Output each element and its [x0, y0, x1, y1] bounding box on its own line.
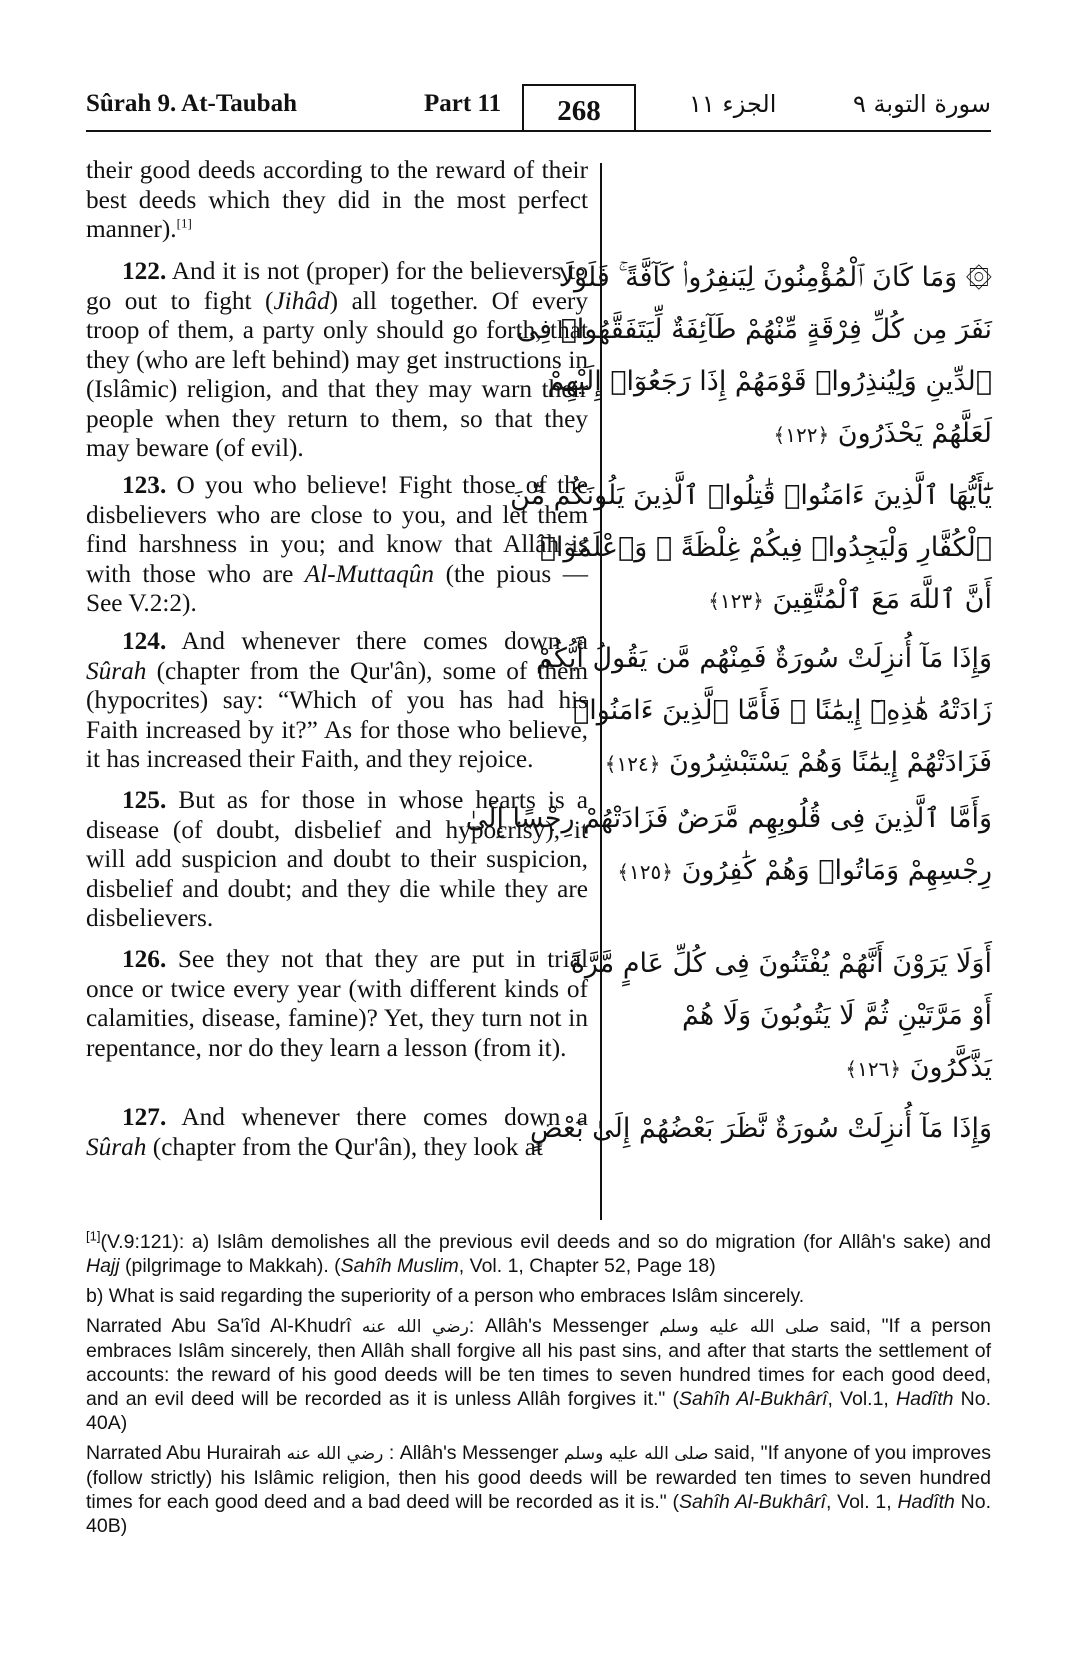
intro-text: their good deeds according to the reward of their best deeds which they did in the most perfect manner).	[86, 156, 588, 243]
footnote-marker: [1]	[86, 1228, 101, 1244]
ayah-end-marker: ﴿١٢٣﴾	[708, 589, 764, 613]
ayah-end-marker: ﴿١٢٦﴾	[845, 1057, 902, 1081]
page-number-box	[522, 84, 636, 132]
footnote-ref: [1]	[176, 215, 192, 231]
verse-number: 127.	[122, 1103, 167, 1131]
ayah-end-marker: ﴿١٢٥﴾	[617, 860, 673, 884]
verse-127-arabic: وَإِذَا مَآ أُنزِلَتْ سُورَةٌ نَّظَرَ بَعْضُهُمْ إِلَىٰ بَعْضٍ	[529, 1113, 992, 1144]
verse-122-translation: 122. And it is not (proper) for the believers to go out to fight (Jihâd) all together. Of every troop of them, a party only should go forth, that they (who are left behind) may get instructions in (Islâmic) religion, and that they may warn their people when they return to them, so that they may beware (of evil).	[86, 257, 588, 462]
verse-125-translation: 125. But as for those in whose hearts is a disease (of doubt, disbelief and hypocrisy), it will add suspicion and doubt to their suspicion, disbelief and doubt; and they die while they are disbelievers.	[86, 786, 588, 932]
footnote-4: Narrated Abu Hurairah رضي الله عنه : Allâh's Messenger صلى الله عليه وسلم said, "If anyone of you improves (follow strictly) his Islâmic religion, then his good deeds will be rewarded ten times to seven hundred times for each good deed and a bad deed will be recorded as it is." (Sahîh Al-Bukhârî, Vol. 1, Hadîth No. 40B)	[86, 1442, 992, 1537]
surah-title-english: Sûrah 9. At-Taubah	[86, 90, 297, 117]
verse-number: 125.	[122, 786, 167, 814]
verse-126-arabic: أَوَلَا يَرَوْنَ أَنَّهُمْ يُفْتَنُونَ فِى كُلِّ عَامٍ مَّرَّةً أَوْ مَرَّتَيْنِ ثُمَّ لَا يَتُوبُونَ وَلَا هُمْ يَذَّكَّرُونَ ﴿١٢٦﴾	[570, 948, 992, 1083]
page-header	[86, 84, 991, 136]
verse-number: 124.	[122, 627, 167, 655]
surah-title-arabic: سورة التوبة ٩	[853, 90, 991, 118]
part-label-english: Part 11	[424, 90, 502, 117]
verse-number: 126.	[122, 945, 167, 973]
verse-124-arabic: وَإِذَا مَآ أُنزِلَتْ سُورَةٌ فَمِنْهُم مَّن يَقُولُ أَيُّكُمْ زَادَتْهُ هَٰذِهِۦٓ إِيمَٰنًا ۚ فَأَمَّا ٱلَّذِينَ ءَامَنُوا۟ فَزَادَتْهُمْ إِيمَٰنًا وَهُمْ يَسْتَبْشِرُونَ ﴿١٢٤﴾	[536, 643, 992, 778]
header-rule	[86, 130, 991, 132]
verse-127-translation: 127. And whenever there comes down a Sûrah (chapter from the Qur'ân), they look at	[86, 1103, 588, 1161]
translation-intro	[86, 156, 588, 245]
verse-125-arabic: وَأَمَّا ٱلَّذِينَ فِى قُلُوبِهِم مَّرَضٌ فَزَادَتْهُمْ رِجْسًا إِلَىٰ رِجْسِهِمْ وَمَاتُوا۟ وَهُمْ كَٰفِرُونَ ﴿١٢٥﴾	[465, 803, 992, 886]
footnote-3: Narrated Abu Sa'îd Al-Khudrî رضي الله عنه: Allâh's Messenger صلى الله عليه وسلم said, "If a person embraces Islâm sincerely, then Allâh shall forgive all his past sins, and after that starts the settlement of accounts: the reward of his good deeds will be ten times to seven hundred times for each good deed, and an evil deed will be recorded as it is unless Allâh forgives it." (Sahîh Al-Bukhârî, Vol.1, Hadîth No. 40A)	[86, 1315, 992, 1434]
footnote-2: b) What is said regarding the superiority of a person who embraces Islâm sincerely.	[86, 1285, 805, 1307]
ayah-end-marker: ﴿١٢٤﴾	[604, 752, 661, 776]
verse-126-translation: 126. See they not that they are put in trial once or twice every year (with different kinds of calamities, disease, famine)? Yet, they turn not in repentance, nor do they learn a lesson (from it).	[86, 945, 588, 1062]
verse-number: 123.	[122, 471, 167, 499]
part-label-arabic: الجزء ١١	[689, 90, 777, 118]
footnotes	[86, 1230, 991, 1544]
verse-124-translation: 124. And whenever there comes down a Sûrah (chapter from the Qur'ân), some of them (hypocrites) say: “Which of you has had his Faith increased by it?” As for those who believe, it has increased their Faith, and they rejoice.	[86, 627, 588, 773]
ayah-end-marker: ﴿١٢٢﴾	[773, 423, 830, 447]
verse-123-arabic: يَٰٓأَيُّهَا ٱلَّذِينَ ءَامَنُوا۟ قَٰتِلُوا۟ ٱلَّذِينَ يَلُونَكُم مِّنَ ٱلْكُفَّارِ وَلْيَجِدُوا۟ فِيكُمْ غِلْظَةً ۚ وَٱعْلَمُوٓا۟ أَنَّ ٱللَّهَ مَعَ ٱلْمُتَّقِينَ ﴿١٢٣﴾	[510, 480, 992, 615]
page-number: 268	[557, 95, 601, 127]
footnote-1: [1](V.9:121): a) Islâm demolishes all the previous evil deeds and so do migration (for Allâh's sake) and Hajj (pilgrimage to Makkah). (Sahîh Muslim, Vol. 1, Chapter 52, Page 18)	[86, 1228, 991, 1277]
verse-122-arabic: ۞ وَمَا كَانَ ٱلْمُؤْمِنُونَ لِيَنفِرُوا۟ كَآفَّةً ۚ فَلَوْلَا نَفَرَ مِن كُلِّ فِرْقَةٍ مِّنْهُمْ طَآئِفَةٌ لِّيَتَفَقَّهُوا۟ فِى ٱلدِّينِ وَلِيُنذِرُوا۟ قَوْمَهُمْ إِذَا رَجَعُوٓا۟ إِلَيْهِمْ لَعَلَّهُمْ يَحْذَرُونَ ﴿١٢٢﴾	[516, 262, 992, 449]
verse-number: 122.	[122, 257, 167, 285]
verse-123-translation: 123. O you who believe! Fight those of the disbelievers who are close to you, and let them find harshness in you; and know that Allâh is with those who are Al-Muttaqûn (the pious — See V.2:2).	[86, 471, 588, 617]
